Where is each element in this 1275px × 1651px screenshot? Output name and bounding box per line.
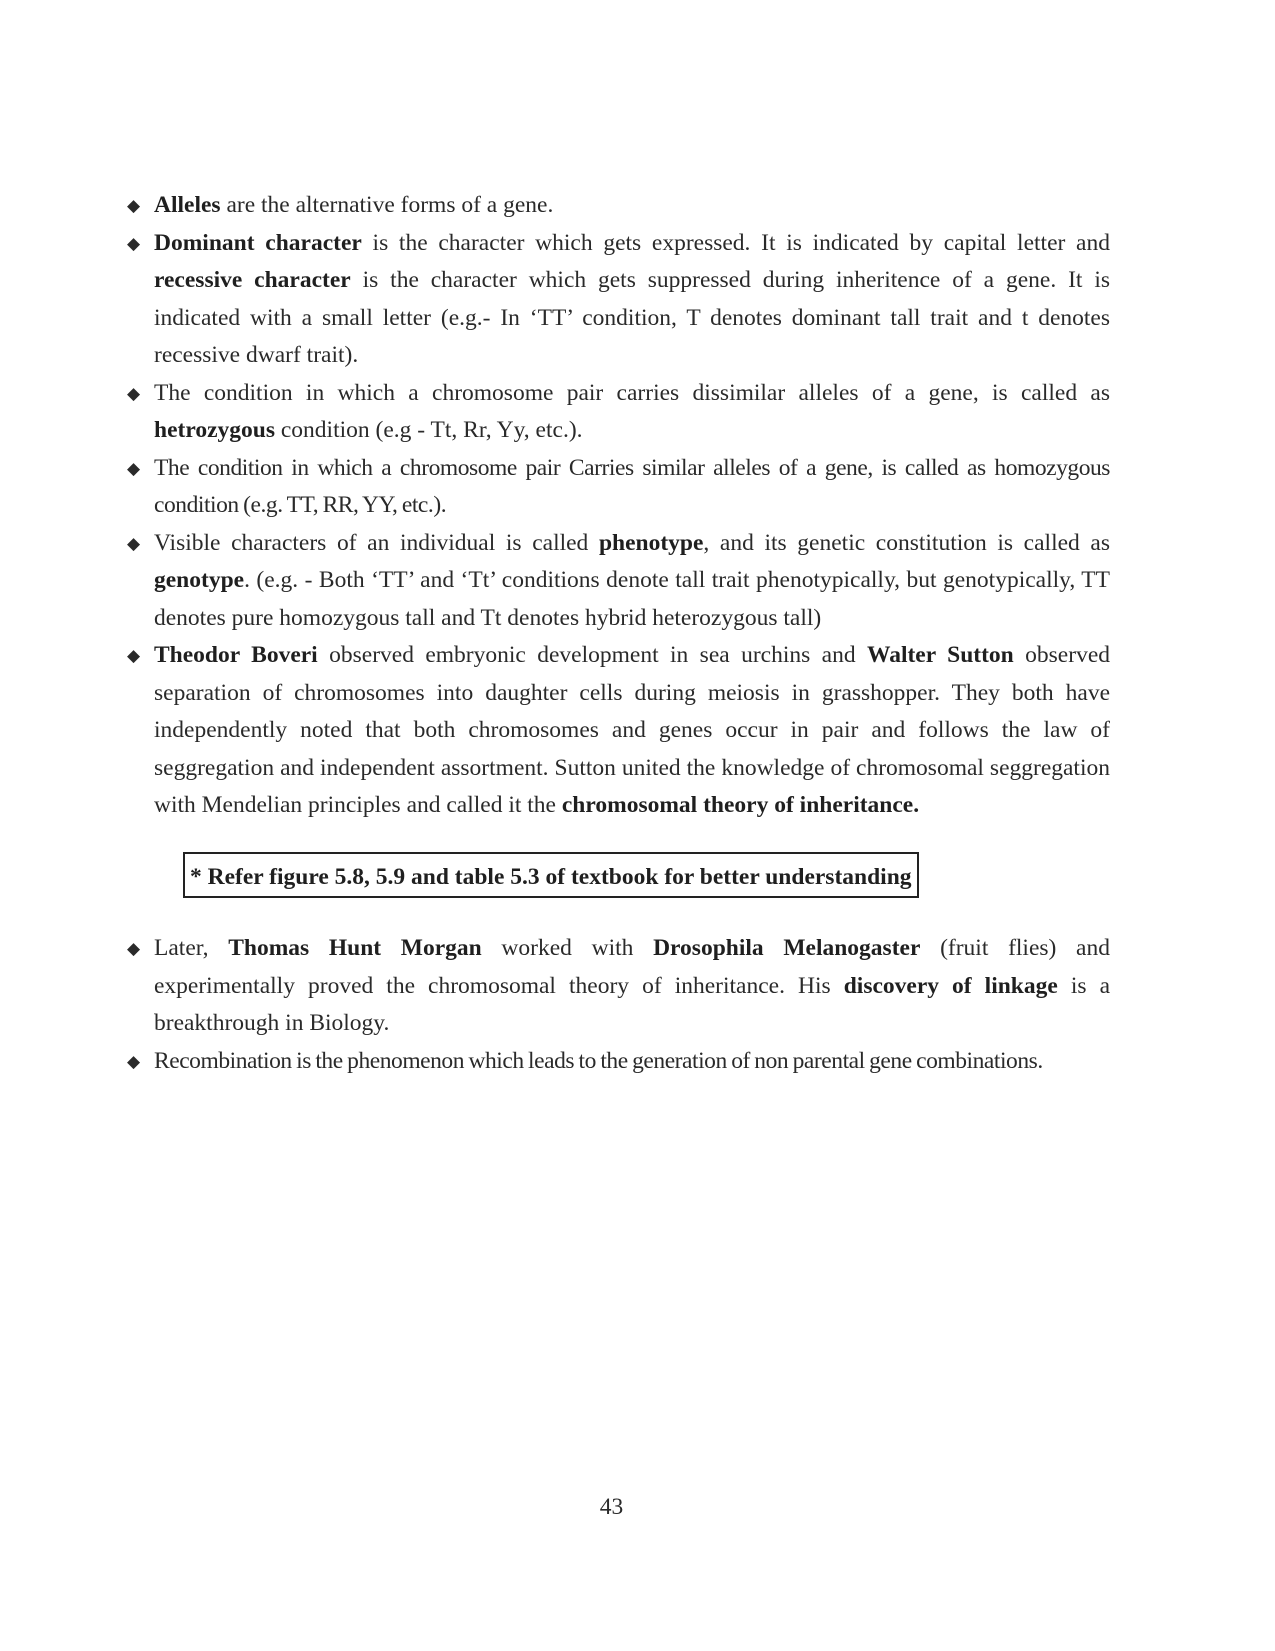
body-text: , and its genetic constitution is called as — [703, 529, 1110, 556]
bullet-list-top — [127, 187, 1110, 825]
bold-term: Walter Sutton — [867, 642, 1014, 668]
bullet-item — [127, 1043, 1110, 1081]
body-text: is the character which gets suppressed during inheritence of a gene. It is indicated with a small letter (e.g.- In ‘TT’ condition, T denotes dominant tall trait and t denotes recessive dwarf trait). — [154, 267, 1110, 368]
reference-note-box: * Refer figure 5.8, 5.9 and table 5.3 of textbook for better understanding — [183, 852, 919, 898]
diamond-bullet-icon: ◆ — [127, 383, 141, 403]
bold-term: phenotype — [598, 529, 704, 556]
body-text: Recombination is the phenomenon which leads to the generation of non parental gene combinations. — [154, 1047, 1043, 1074]
bullet-list-bottom — [127, 930, 1110, 1080]
bold-term: Thomas Hunt Morgan — [228, 935, 482, 961]
body-text: observed separation of chromosomes into daughter cells during meiosis in grasshopper. They both have independently noted that both chromosomes and genes occur in pair and follows the law of seggregation and independent assortment. Sutton united the knowledge of chromosomal seggregation with Mendelian principles and called it the — [154, 642, 1110, 818]
body-text: condition (e.g - Tt, Rr, Yy, etc.). — [274, 417, 583, 443]
diamond-bullet-icon: ◆ — [127, 458, 140, 478]
bold-term: chromosomal theory of inheritance. — [561, 792, 920, 818]
body-text: Visible characters of an individual is called — [154, 529, 599, 556]
body-text: is the character which gets expressed. It is indicated by capital letter and — [361, 229, 1110, 256]
bullet-item — [127, 225, 1110, 375]
bullet-item — [127, 637, 1110, 825]
body-text: observed embryonic development in sea urchins and — [317, 642, 867, 668]
bullet-item — [127, 930, 1110, 1043]
diamond-bullet-icon: ◆ — [127, 939, 141, 958]
bold-term: discovery of linkage — [843, 972, 1058, 999]
body-text: The condition in which a chromosome pair Carries similar alleles of a gene, is called as homozygous condition (e.g. TT, RR, YY, etc.). — [154, 454, 1110, 518]
body-text: Later, — [154, 935, 229, 961]
bold-term: Theodor Boveri — [154, 642, 318, 668]
body-text: is a breakthrough in Biology. — [154, 972, 1111, 1036]
diamond-bullet-icon: ◆ — [127, 233, 141, 253]
bullet-item — [127, 375, 1110, 450]
bullet-item — [127, 450, 1110, 525]
body-text: The condition in which a chromosome pair carries dissimilar alleles of a gene, is called as — [154, 379, 1110, 406]
bold-term: Drosophila Melanogaster — [653, 935, 921, 961]
bold-term: Dominant character — [154, 229, 362, 256]
diamond-bullet-icon: ◆ — [127, 1051, 140, 1071]
diamond-bullet-icon: ◆ — [127, 646, 141, 665]
bold-term: recessive character — [154, 267, 351, 293]
bold-term: hetrozygous — [154, 417, 275, 443]
body-text: worked with — [481, 935, 654, 961]
bold-term: Alleles — [154, 192, 221, 218]
diamond-bullet-icon: ◆ — [127, 533, 141, 553]
diamond-bullet-icon: ◆ — [127, 196, 141, 215]
bullet-item — [127, 525, 1110, 638]
body-text: are the alternative forms of a gene. — [220, 192, 554, 218]
body-text: . (e.g. - Both ‘TT’ and ‘Tt’ conditions denote tall trait phenotypically, but genotypically, TT denotes pure homozygous tall and Tt denotes hybrid heterozygous tall) — [154, 567, 1110, 631]
bullet-item — [127, 187, 1110, 225]
body-text: (fruit flies) and experimentally proved the chromosomal theory of inheritance. His — [154, 935, 1110, 999]
bold-term: genotype — [154, 567, 245, 593]
page-number: 43 — [599, 1494, 624, 1520]
